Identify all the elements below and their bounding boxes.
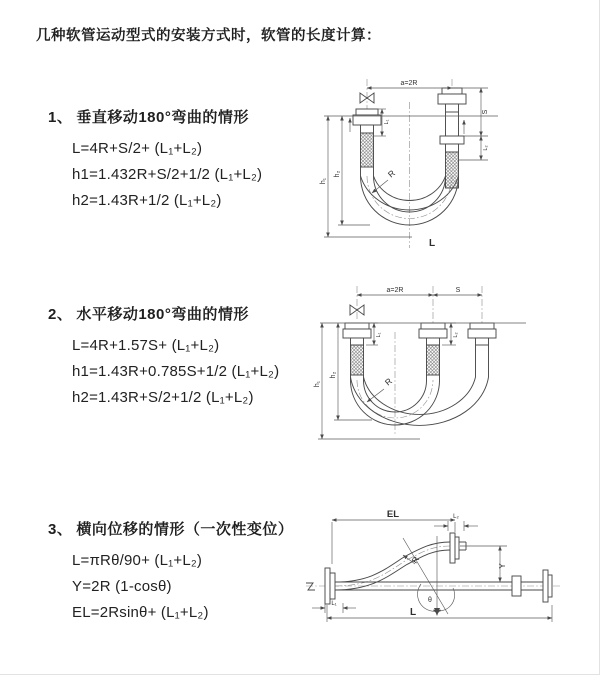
section-number: 2、	[48, 306, 73, 323]
section-lateral-displacement	[48, 518, 293, 626]
right-fittings	[438, 88, 466, 152]
formula-line: EL=2Rsinθ+ (L₁+L₂)	[72, 604, 209, 621]
dim-label-h2: h₂	[334, 170, 341, 178]
angle-label: θ	[428, 597, 432, 604]
hose-displaced-outer	[351, 345, 489, 425]
radius-label: R	[385, 167, 397, 180]
section-heading-text: 横向位移的情形（一次性变位）	[76, 521, 294, 538]
page-title: 几种软管运动型式的安装方式时，软管的长度计算：	[36, 28, 381, 44]
dim-label-l1: L₁	[331, 601, 337, 607]
dim-label-el: EL	[386, 509, 400, 520]
right-fitting	[468, 323, 496, 345]
section-heading-text: 水平移动180°弯曲的情形	[76, 306, 249, 323]
dim-label-h2: h₂	[330, 371, 337, 379]
dim-label-l1: L₁	[376, 332, 382, 338]
hose-outline	[351, 345, 489, 425]
left-fitting	[353, 109, 381, 133]
middle-fitting	[419, 323, 447, 345]
hose-displaced-inner	[364, 345, 476, 414]
formula-line: L=πRθ/90+ (L₁+L₂)	[72, 552, 203, 569]
section-heading	[48, 106, 262, 127]
formula-line: Y=2R (1-cosθ)	[72, 578, 172, 595]
section-number: 3、	[48, 521, 73, 538]
centerline-break-mark	[306, 583, 315, 590]
formula-list	[72, 333, 279, 411]
dim-label-h1: h₁	[314, 380, 321, 388]
formula-line: h1=1.43R+0.785S+1/2 (L₁+L₂)	[72, 363, 280, 380]
dim-label-l1: L₁	[384, 119, 390, 125]
formula-line: h2=1.43R+1/2 (L₁+L₂)	[72, 192, 222, 209]
dim-label-a2r: a=2R	[400, 80, 418, 87]
section-heading	[48, 518, 293, 539]
section-heading	[48, 303, 279, 324]
formula-list	[72, 136, 262, 214]
dim-label-s: S	[455, 287, 461, 294]
dim-label-l2: L₂	[453, 514, 459, 520]
dim-label-l2: L₂	[483, 145, 489, 151]
dim-label-l2: L₂	[453, 332, 459, 338]
dim-label-h1: h₁	[320, 177, 327, 185]
section-heading-text: 垂直移动180°弯曲的情形	[76, 109, 249, 126]
dim-label-y: Y	[498, 563, 507, 569]
section-number: 1、	[48, 109, 73, 126]
diagram-lateral-displacement	[300, 506, 600, 646]
hose-outline	[335, 542, 450, 590]
radius-line	[403, 538, 448, 614]
diagram-horizontal-180-bend	[310, 282, 560, 444]
formula-line: h1=1.432R+S/2+1/2 (L₁+L₂)	[72, 166, 263, 183]
radius-label: R	[382, 375, 394, 388]
left-flange	[325, 568, 335, 604]
formula-list	[72, 548, 293, 626]
formula-line: L=4R+S/2+ (L₁+L₂)	[72, 140, 203, 157]
dim-label-a2r: a=2R	[386, 287, 404, 294]
length-label: L	[429, 238, 436, 249]
radius-label: R	[409, 554, 422, 566]
dimension-lines	[324, 88, 498, 237]
dimension-lines	[312, 520, 552, 622]
formula-line: L=4R+1.57S+ (L₁+L₂)	[72, 337, 220, 354]
dim-label-s: S	[482, 109, 489, 115]
angle-arc	[433, 588, 455, 611]
section-horizontal-movement	[48, 303, 279, 411]
dimension-lines	[318, 295, 526, 439]
diagram-vertical-180-bend	[312, 76, 548, 254]
centerlines	[357, 286, 482, 434]
upper-flange	[450, 533, 466, 563]
length-label: L	[410, 607, 417, 618]
section-vertical-movement	[48, 106, 262, 214]
angle-vertex-mark	[434, 608, 440, 616]
formula-line: h2=1.43R+S/2+1/2 (L₁+L₂)	[72, 389, 254, 406]
left-fitting	[343, 323, 371, 345]
